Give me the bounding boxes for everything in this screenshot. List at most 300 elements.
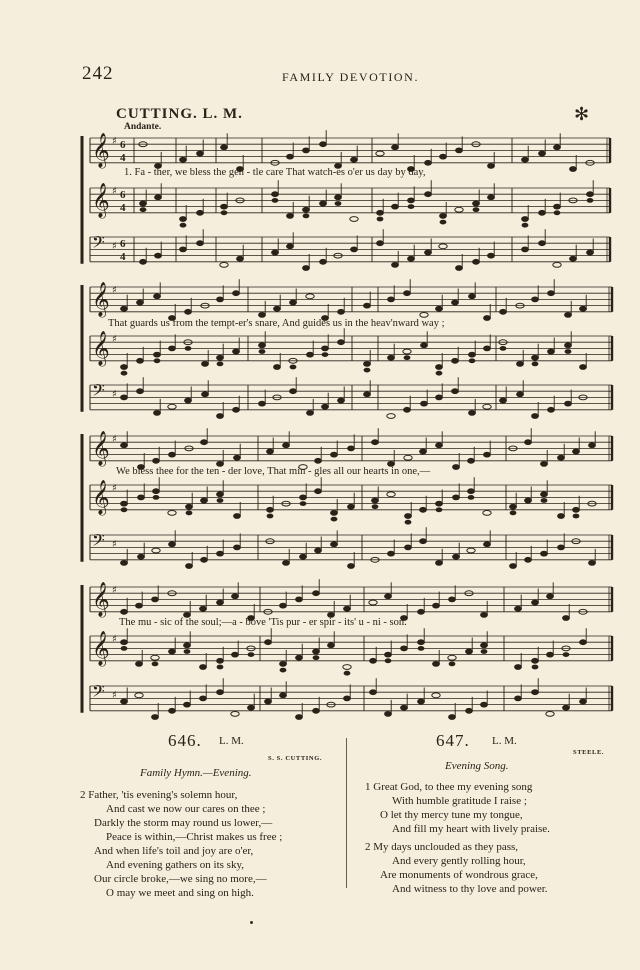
note (548, 349, 555, 354)
note (517, 362, 524, 367)
note (488, 164, 495, 169)
note (296, 715, 303, 720)
note (405, 514, 412, 519)
note (169, 708, 176, 713)
note (580, 640, 587, 645)
note (453, 554, 460, 559)
bass-clef-icon: 𝄢 (92, 232, 105, 256)
note (449, 715, 456, 720)
note (388, 297, 395, 302)
note (364, 392, 371, 397)
note (532, 690, 539, 695)
note (541, 551, 548, 556)
note (320, 142, 327, 147)
note (467, 548, 475, 553)
note (320, 259, 327, 264)
note (418, 609, 425, 614)
note (152, 715, 159, 720)
note (573, 449, 580, 454)
svg-text:4: 4 (120, 202, 126, 214)
note (121, 609, 128, 614)
note (154, 294, 161, 299)
note (377, 241, 384, 246)
note (140, 259, 147, 264)
hymn-subtitle: Evening Song. (445, 760, 509, 772)
note (137, 358, 144, 363)
note (548, 291, 555, 296)
note (500, 309, 507, 314)
svg-text:4: 4 (120, 152, 126, 164)
note (169, 452, 176, 457)
sharp-icon: ♯ (112, 285, 117, 296)
treble-clef-icon: 𝄞 (92, 431, 110, 466)
note (515, 665, 522, 670)
note (121, 395, 128, 400)
note (201, 440, 208, 445)
note (570, 256, 577, 261)
note (234, 514, 241, 519)
note (388, 551, 395, 556)
note (313, 708, 320, 713)
note (121, 306, 128, 311)
note (259, 343, 266, 348)
svg-text:4: 4 (120, 251, 126, 263)
note (385, 712, 392, 717)
note (280, 603, 287, 608)
note (184, 643, 191, 648)
note (197, 151, 204, 156)
note (522, 247, 529, 252)
note (532, 414, 539, 419)
note (376, 151, 384, 156)
note (350, 217, 358, 222)
note (449, 597, 456, 602)
hymn-author: STEELE. (573, 749, 605, 756)
hymn-number: 647. (436, 731, 470, 750)
note (468, 458, 475, 463)
note (287, 214, 294, 219)
note (405, 545, 412, 550)
svg-text:6: 6 (120, 139, 126, 151)
verse-line: 2 My days unclouded as they pass, (365, 841, 519, 853)
note (404, 455, 412, 460)
note (484, 346, 491, 351)
note (541, 462, 548, 467)
note (265, 640, 272, 645)
note (448, 655, 456, 660)
note (313, 591, 320, 596)
verse-line: Are monuments of wondrous grace, (380, 869, 538, 881)
sharp-icon: ♯ (112, 136, 117, 147)
note (231, 712, 239, 717)
note (300, 554, 307, 559)
verse-line: And witness to thy love and power. (392, 883, 548, 895)
note (202, 362, 209, 367)
note (387, 414, 395, 419)
note (473, 259, 480, 264)
note (466, 649, 473, 654)
note (168, 511, 176, 516)
note (303, 207, 310, 212)
note (313, 649, 320, 654)
note (200, 665, 207, 670)
note (525, 557, 532, 562)
note (587, 250, 594, 255)
treble-clef-icon: 𝄞 (92, 183, 110, 218)
note (565, 401, 572, 406)
verse-line: 2 Father, 'tis evening's solemn hour, (80, 789, 238, 801)
note (388, 355, 395, 360)
note (433, 603, 440, 608)
note (153, 458, 160, 463)
note (554, 204, 561, 209)
note (589, 561, 596, 566)
note (573, 507, 580, 512)
note (421, 343, 428, 348)
sharp-icon: ♯ (112, 241, 117, 252)
note (180, 217, 187, 222)
note (425, 160, 432, 165)
note (331, 511, 338, 516)
note (370, 658, 377, 663)
sharp-icon: ♯ (112, 483, 117, 494)
note (539, 241, 546, 246)
note (525, 440, 532, 445)
note (197, 241, 204, 246)
note (140, 201, 147, 206)
note (452, 389, 459, 394)
note (234, 545, 241, 550)
note (248, 705, 255, 710)
note (392, 145, 399, 150)
note (135, 693, 143, 698)
note (510, 504, 517, 509)
note (515, 696, 522, 701)
treble-clef-icon: 𝄞 (92, 133, 110, 168)
note (484, 316, 491, 321)
note (137, 389, 144, 394)
note (404, 291, 411, 296)
note (232, 652, 239, 657)
page-dot (250, 921, 253, 924)
note (151, 655, 159, 660)
note (539, 210, 546, 215)
note (539, 151, 546, 156)
note (155, 195, 162, 200)
verse-line: 1 Great God, to thee my evening song (365, 781, 533, 793)
verse-line: O let thy mercy tune my tongue, (380, 809, 523, 821)
note (232, 594, 239, 599)
note (553, 263, 561, 268)
note (488, 253, 495, 258)
note (525, 498, 532, 503)
sharp-icon: ♯ (112, 539, 117, 550)
note (580, 365, 587, 370)
verse-line: Our circle broke,—we sing no more,— (94, 873, 267, 885)
tempo-marking: Andante. (124, 122, 162, 132)
note (307, 352, 314, 357)
note (436, 395, 443, 400)
note (335, 195, 342, 200)
lyric-line-4: The mu - sic of the soul;—a - bove 'Tis pur - er spir - its' u - ni - son. (119, 617, 407, 628)
note (237, 256, 244, 261)
note (589, 443, 596, 448)
treble-clef-icon: 𝄞 (92, 282, 110, 317)
note (369, 600, 377, 605)
note (404, 407, 411, 412)
lyric-line-3: We bless thee for the ten - der love, That min - gles all our hearts in one,— (116, 466, 431, 477)
note (522, 217, 529, 222)
lyric-line-1: 1. Fa - ther, we bless the gen - tle care That watch-es o'er us day by day, (124, 167, 426, 178)
note (328, 643, 335, 648)
note (548, 407, 555, 412)
note (351, 157, 358, 162)
note (121, 699, 128, 704)
note (453, 495, 460, 500)
note (180, 247, 187, 252)
note (351, 247, 358, 252)
note (483, 404, 491, 409)
tune-title: CUTTING. L. M. (116, 106, 243, 122)
note (344, 696, 351, 701)
note (547, 652, 554, 657)
note (331, 542, 338, 547)
note (201, 557, 208, 562)
treble-clef-icon: 𝄞 (92, 631, 110, 666)
note (121, 561, 128, 566)
note (541, 492, 548, 497)
note (372, 498, 379, 503)
note (418, 699, 425, 704)
note (488, 195, 495, 200)
note (483, 511, 491, 516)
note (436, 365, 443, 370)
note (546, 712, 554, 717)
note (473, 201, 480, 206)
verse-line: And when life's toil and joy are o'er, (94, 845, 254, 857)
note (272, 192, 279, 197)
note (217, 414, 224, 419)
note (180, 157, 187, 162)
note (197, 210, 204, 215)
note (138, 495, 145, 500)
hymn-subtitle: Family Hymn.—Evening. (140, 767, 252, 779)
note (338, 398, 345, 403)
note (403, 349, 411, 354)
verse-line: Peace is within,—Christ makes us free ; (106, 831, 283, 843)
note (456, 148, 463, 153)
note (425, 192, 432, 197)
lyric-line-2: That guards us from the tempt-er's snare, And guides us in the heav'nward way ; (108, 318, 445, 329)
note (500, 398, 507, 403)
note (322, 404, 329, 409)
verse-line: And evening gathers on its sky, (106, 859, 244, 871)
treble-clef-icon: 𝄞 (92, 582, 110, 617)
note (364, 362, 371, 367)
note (233, 407, 240, 412)
note (152, 548, 160, 553)
hymn-author: S. S. CUTTING. (268, 755, 323, 762)
note (377, 210, 384, 215)
note (558, 455, 565, 460)
note (274, 306, 281, 311)
note (372, 440, 379, 445)
bass-clef-icon: 𝄢 (92, 681, 105, 705)
note (481, 643, 488, 648)
note (138, 554, 145, 559)
note (348, 564, 355, 569)
note (343, 665, 351, 670)
note (234, 455, 241, 460)
note (280, 662, 287, 667)
treble-clef-icon: 𝄞 (92, 331, 110, 366)
note (469, 411, 476, 416)
note (315, 548, 322, 553)
note (221, 145, 228, 150)
note (267, 507, 274, 512)
svg-text:6: 6 (120, 189, 126, 201)
hymn-meter: L. M. (492, 735, 517, 747)
note (385, 652, 392, 657)
note (217, 355, 224, 360)
note (274, 365, 281, 370)
note (137, 300, 144, 305)
note (221, 204, 228, 209)
note (452, 358, 459, 363)
note (202, 392, 209, 397)
note (169, 649, 176, 654)
bass-clef-icon: 𝄢 (92, 380, 105, 404)
note (522, 157, 529, 162)
note (433, 662, 440, 667)
page-number: 242 (82, 63, 114, 84)
note (185, 309, 192, 314)
sharp-icon: ♯ (112, 334, 117, 345)
note (565, 313, 572, 318)
note (169, 346, 176, 351)
sharp-icon: ♯ (112, 690, 117, 701)
note (387, 492, 395, 497)
note (217, 658, 224, 663)
note (385, 594, 392, 599)
svg-text:6: 6 (120, 238, 126, 250)
note (547, 594, 554, 599)
note (217, 492, 224, 497)
verse-line: Darkly the storm may round us lower,— (94, 817, 273, 829)
note (587, 192, 594, 197)
note (338, 309, 345, 314)
note (155, 253, 162, 258)
note (452, 300, 459, 305)
note (440, 214, 447, 219)
note (484, 452, 491, 457)
sharp-icon: ♯ (112, 389, 117, 400)
note (184, 702, 191, 707)
note (217, 297, 224, 302)
sharp-icon: ♯ (112, 434, 117, 445)
note (169, 542, 176, 547)
note (154, 411, 161, 416)
note (220, 263, 228, 268)
note (420, 449, 427, 454)
verse-line: O may we meet and sing on high. (106, 887, 254, 899)
note (425, 250, 432, 255)
note (287, 154, 294, 159)
note (563, 616, 570, 621)
note (200, 696, 207, 701)
note (420, 313, 428, 318)
note (469, 294, 476, 299)
note (570, 167, 577, 172)
note (456, 266, 463, 271)
note (267, 449, 274, 454)
note (532, 658, 539, 663)
note (436, 501, 443, 506)
note (515, 606, 522, 611)
note (315, 458, 322, 463)
note (217, 551, 224, 556)
note (200, 606, 207, 611)
note (432, 693, 440, 698)
note (287, 244, 294, 249)
note (280, 693, 287, 698)
note (320, 201, 327, 206)
note (296, 655, 303, 660)
note (466, 708, 473, 713)
note (469, 352, 476, 357)
sharp-icon: ♯ (112, 186, 117, 197)
note (303, 148, 310, 153)
note (420, 507, 427, 512)
treble-clef-icon: 𝄞 (92, 480, 110, 515)
note (420, 539, 427, 544)
note (453, 465, 460, 470)
note (303, 266, 310, 271)
note (121, 443, 128, 448)
note (233, 349, 240, 354)
note (558, 514, 565, 519)
note (259, 313, 266, 318)
note (338, 340, 345, 345)
note (296, 597, 303, 602)
note (481, 702, 488, 707)
verse-line: And cast we now our cares on thee ; (106, 803, 266, 815)
note (348, 446, 355, 451)
note (233, 291, 240, 296)
note (517, 392, 524, 397)
note (436, 443, 443, 448)
note (136, 603, 143, 608)
note (408, 198, 415, 203)
note (185, 398, 192, 403)
ornament-icon: ✻ (574, 104, 590, 124)
note (436, 561, 443, 566)
note (283, 443, 290, 448)
note (532, 600, 539, 605)
note (468, 489, 475, 494)
note (290, 300, 297, 305)
note (154, 352, 161, 357)
note (364, 303, 371, 308)
note (315, 489, 322, 494)
note (300, 495, 307, 500)
note (580, 699, 587, 704)
note (554, 145, 561, 150)
note (532, 297, 539, 302)
running-head: FAMILY DEVOTION. (282, 70, 420, 84)
sharp-icon: ♯ (112, 585, 117, 596)
note (201, 498, 208, 503)
